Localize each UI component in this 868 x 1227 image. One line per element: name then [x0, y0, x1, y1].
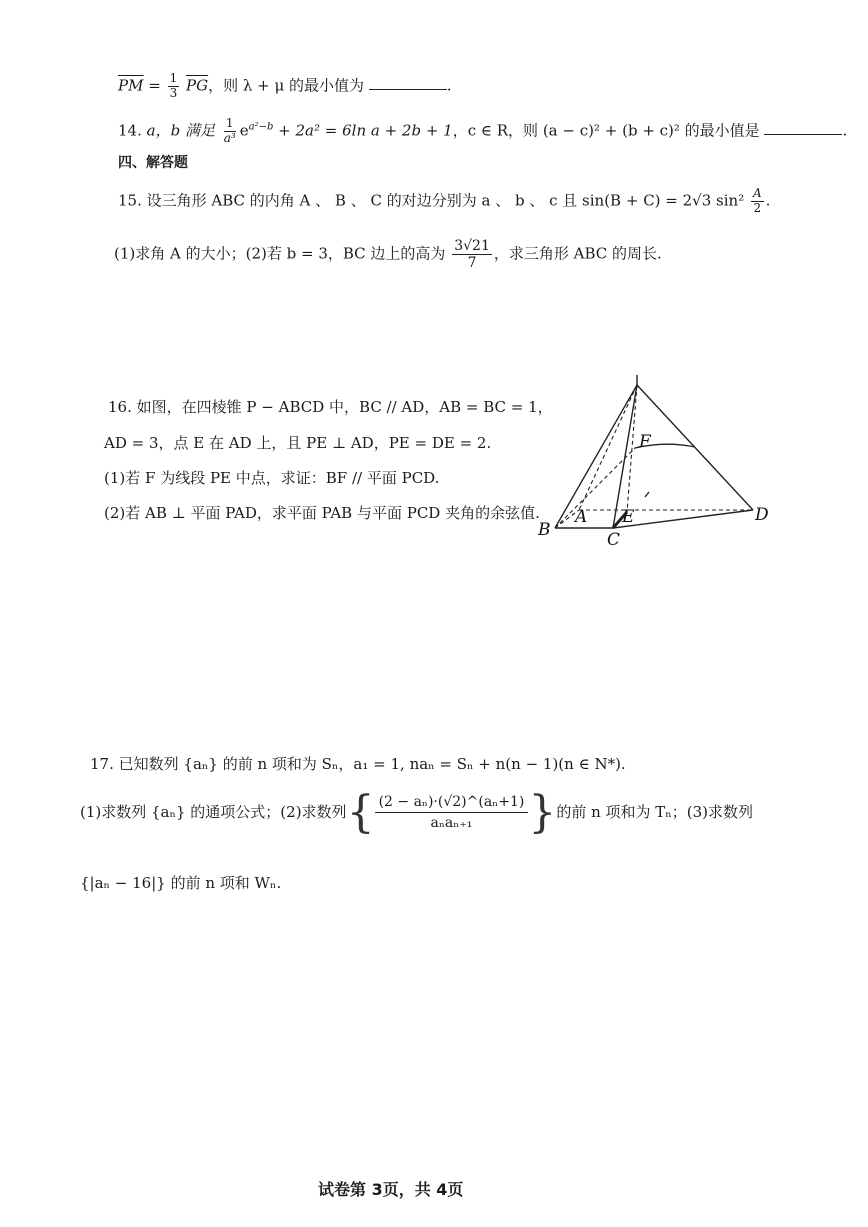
carryover-text: ，则 λ + μ 的最小值为 [208, 76, 364, 95]
sequence-fraction: $\frac{\text{(2 − aₙ)·(√2)\textasciicircum{}(aₙ+1)}}{\text{aₙaₙ₊₁}}$ [375, 795, 529, 830]
question-text: 已知数列 {aₙ} 的前 n 项和为 Sₙ，a₁ = 1, naₙ = Sₙ + n(n − 1)(n ∈ N*). [118, 755, 626, 773]
question-17-parts [80, 787, 754, 838]
tick-mark [645, 492, 649, 497]
question-part-text: (1)求角 A 的大小；(2)若 b = 3，BC 边上的高为 [114, 244, 446, 263]
fraction-a-over-2: $\frac{A}{2}$ [753, 186, 762, 215]
question-number: 16. [108, 398, 132, 416]
question-16-part1: (1)若 F 为线段 PE 中点，求证：BF // 平面 PCD. [104, 469, 440, 487]
label-f: F [639, 432, 651, 452]
fraction-height: $\frac{3√21}{7}$ [454, 238, 490, 272]
question-number: 15. [118, 191, 142, 210]
question-16-part2: (2)若 AB ⊥ 平面 PAD，求平面 PAB 与平面 PCD 夹角的余弦值. [104, 504, 540, 522]
question-part-end: ，求三角形 ABC 的周长. [493, 244, 662, 263]
question-17-line1 [90, 757, 626, 772]
carryover-line: $\overline{PM}$ = $\frac{1}{3}$ $\overline{PG}$，则 λ + μ 的最小值为 . [118, 71, 452, 100]
answer-blank [764, 122, 842, 135]
brace-right: } [528, 787, 557, 838]
question-14: 14. a，b 满足 $\frac{1}{\text{a³}}$ $e^{a^2-b} + 2a^2 = 6\ln$ a + 2b + 1，c ∈ R，则 (a − c)² + (b + c)² 的最小值是 . [118, 116, 848, 145]
question-16-line1 [108, 400, 553, 415]
equation-rest: + 2a² = 6ln a + 2b + 1 [278, 121, 453, 140]
label-d: D [755, 505, 769, 525]
question-part2: 的前 n 项和为 Tₙ；(3)求数列 [556, 803, 754, 822]
label-a: A [575, 507, 588, 527]
label-e: E [622, 507, 635, 527]
edge-pd [637, 385, 753, 510]
question-number: 14. [118, 121, 142, 140]
question-part1: (1)求数列 {aₙ} 的通项公式；(2)求数列 [80, 803, 347, 822]
fraction-one-third: $\frac{1}{3}$ [169, 71, 178, 100]
brace-left: { [346, 787, 375, 838]
question-text: 设三角形 ABC 的内角 A 、 B 、 C 的对边分别为 a 、 b 、 c 且 sin(B + C) = 2√3 sin² [146, 191, 745, 210]
label-b: B [538, 520, 551, 540]
question-17-line3: {|aₙ − 16|} 的前 n 项和 Wₙ. [80, 874, 282, 892]
question-text: a，b 满足 [146, 121, 215, 140]
fraction-one-over-a-cubed: $\frac{1}{\text{a³}}$ [223, 116, 236, 145]
vector-pm: $\overline{PM}$ [118, 76, 144, 95]
answer-blank [369, 77, 447, 90]
question-number: 17. [90, 755, 114, 773]
question-15: 15. 设三角形 ABC 的内角 A 、 B 、 C 的对边分别为 a 、 b 、 c 且 sin(B + C) = 2√3 sin² $\frac{A}{2}$ . [118, 186, 771, 215]
label-c: C [607, 530, 621, 545]
question-text: 如图，在四棱锥 P − ABCD 中，BC // AD，AB = BC = 1， [136, 398, 553, 416]
question-condition: ，c ∈ R，则 (a − c)² + (b + c)² 的最小值是 [452, 121, 760, 140]
section-title: 四、解答题 [118, 155, 188, 171]
question-15-parts [114, 238, 662, 271]
vector-pg: $\overline{PG}$ [185, 76, 209, 95]
question-16-line2: AD = 3，点 E 在 AD 上，且 PE ⊥ AD，PE = DE = 2. [104, 434, 492, 452]
pyramid-figure [535, 375, 785, 545]
page-number: 试卷第 3页，共 4页 [318, 1180, 464, 1199]
